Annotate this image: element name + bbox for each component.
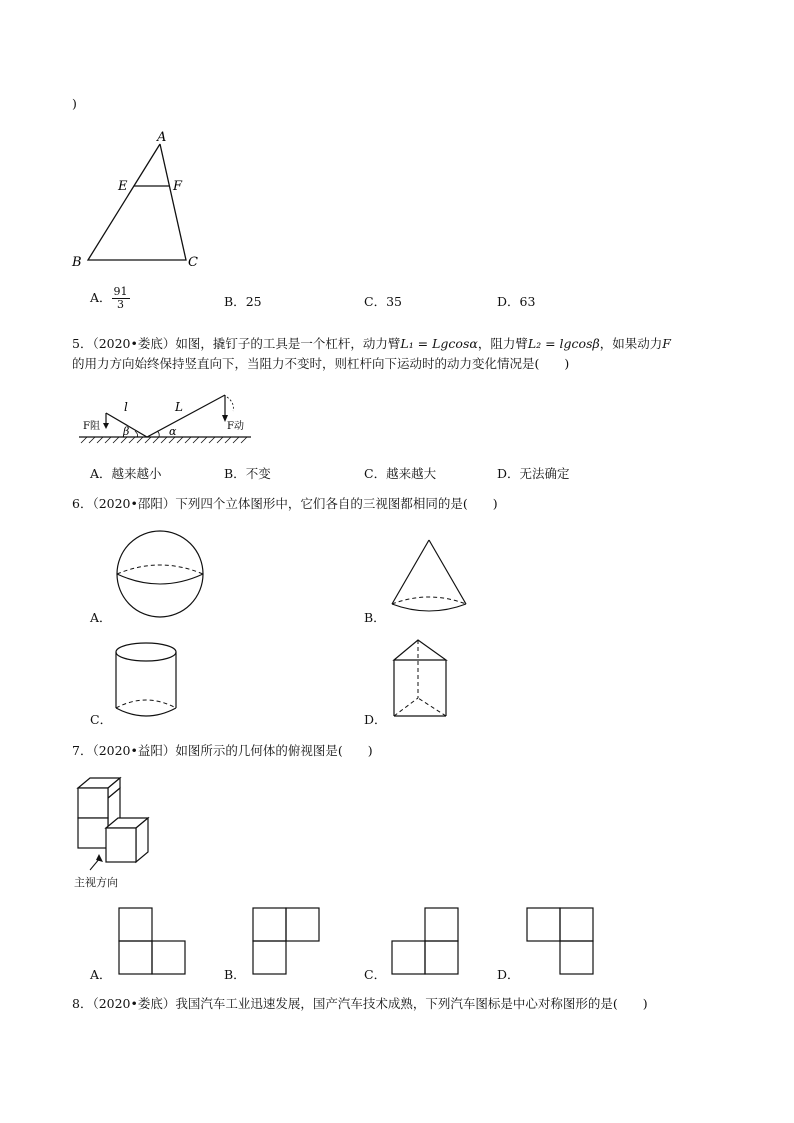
label-b: B — [72, 255, 82, 270]
label-beta: β — [123, 425, 130, 438]
q7-option-b[interactable]: B． — [224, 967, 246, 982]
q5-line-2: 的用力方向始终保持竖直向下，当阻力不变时，则杠杆向下运动时的动力变化情况是( ) — [72, 356, 570, 371]
q7-option-a[interactable]: A． — [90, 967, 112, 982]
question-6: 6．（2020•邵阳）下列四个立体图形中，它们各自的三视图都相同的是( ) — [72, 496, 498, 511]
q7-option-b-figure — [252, 906, 322, 976]
label-c: C — [188, 255, 198, 270]
label-l-small: l — [124, 400, 128, 414]
sphere-icon — [112, 528, 212, 628]
q5-option-b[interactable]: B．不变 — [224, 466, 271, 481]
front-view-direction-caption: 主视方向 — [74, 876, 118, 889]
q6-option-d[interactable]: D． — [364, 712, 387, 727]
label-f-resist: F阻 — [83, 421, 100, 432]
question-5 — [72, 334, 732, 374]
q4-option-b[interactable]: B．25 — [224, 294, 262, 309]
label-f-power: F动 — [227, 421, 244, 432]
q4-option-c[interactable]: C．35 — [364, 294, 402, 309]
q6-option-b[interactable]: B． — [364, 610, 386, 625]
question-8: 8．（2020•娄底）我国汽车工业迅速发展，国产汽车技术成熟，下列汽车图标是中心对称图形的是( ) — [72, 996, 648, 1011]
q7-option-c-figure — [391, 906, 461, 976]
q5-option-c[interactable]: C．越来越大 — [364, 466, 437, 481]
cylinder-icon — [114, 640, 194, 730]
question-7: 7．（2020•益阳）如图所示的几何体的俯视图是( ) — [72, 743, 373, 758]
q7-option-c[interactable]: C． — [364, 967, 387, 982]
q5-option-a[interactable]: A．越来越小 — [90, 466, 162, 481]
previous-question-fragment: ) — [72, 96, 77, 111]
cone-icon — [388, 536, 478, 636]
q7-option-d[interactable]: D． — [497, 967, 520, 982]
label-alpha: α — [169, 425, 177, 438]
q7-option-a-figure — [118, 906, 188, 976]
label-l-large: L — [175, 400, 183, 414]
lever-figure — [75, 395, 255, 445]
fraction: $\frac{91}{3}$ — [113, 285, 128, 311]
label-a: A — [157, 130, 167, 145]
q4-option-d[interactable]: D．63 — [497, 294, 536, 309]
label-f: F — [173, 179, 183, 194]
q7-option-d-figure — [526, 906, 596, 976]
q4-option-a[interactable]: A． $\frac{91}{3}$ — [90, 285, 128, 311]
q6-option-a[interactable]: A． — [90, 610, 112, 625]
triangular-prism-icon — [388, 636, 468, 726]
q5-option-d[interactable]: D．无法确定 — [497, 466, 570, 481]
cubes-figure — [72, 772, 162, 872]
q6-option-c[interactable]: C． — [90, 712, 113, 727]
triangle-figure — [70, 128, 200, 268]
label-e: E — [118, 179, 128, 194]
q5-line-1: 5．（2020•娄底）如图，撬钉子的工具是一个杠杆，动力臂L₁ = Lgcosα，阻力臂L₂ = lgcosβ，如果动力F — [72, 336, 671, 351]
